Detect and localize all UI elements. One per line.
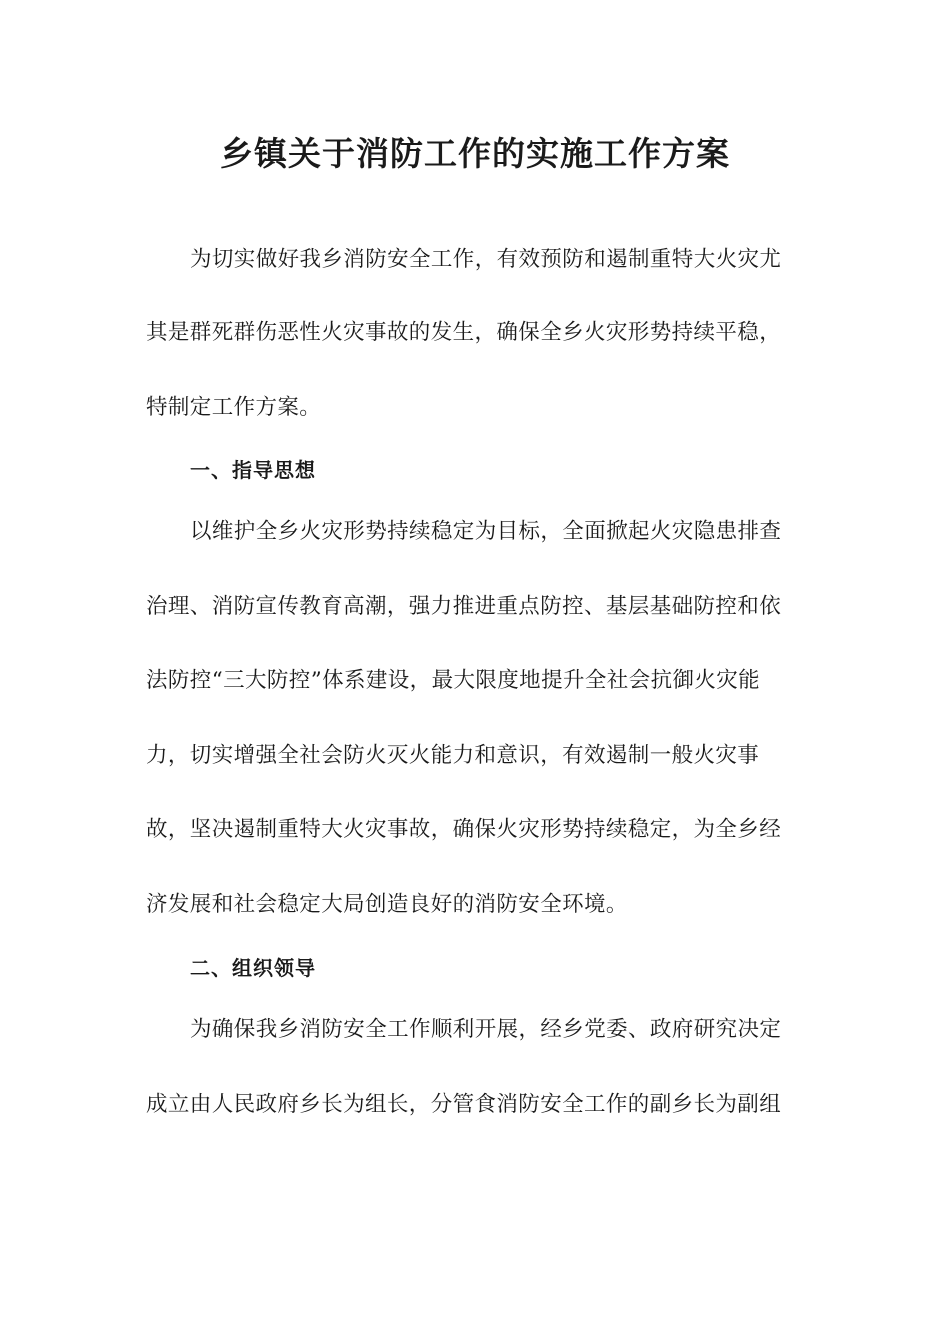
section2-line-1: 为确保我乡消防安全工作顺利开展，经乡党委、政府研究决定: [190, 1017, 782, 1042]
section1-line-1: 以维护全乡火灾形势持续稳定为目标，全面掀起火灾隐患排查: [190, 519, 782, 544]
section1-line-4: 力，切实增强全社会防火灭火能力和意识，有效遏制一般火灾事: [146, 743, 760, 768]
intro-line-3: 特制定工作方案。: [146, 395, 322, 420]
section1-line-6: 济发展和社会稳定大局创造良好的消防安全环境。: [146, 892, 628, 917]
section1-line-2: 治理、消防宣传教育高潮，强力推进重点防控、基层基础防控和依: [146, 594, 782, 619]
section-heading-guiding-thought: 一、指导思想: [190, 458, 316, 482]
section1-line-3: 法防控“三大防控”体系建设，最大限度地提升全社会抗御火灾能: [146, 668, 761, 693]
section-heading-organization: 二、组织领导: [190, 956, 316, 980]
intro-line-1: 为切实做好我乡消防安全工作，有效预防和遏制重特大火灾尤: [190, 247, 782, 272]
intro-line-2: 其是群死群伤恶性火灾事故的发生，确保全乡火灾形势持续平稳，: [146, 320, 782, 345]
document-title: 乡镇关于消防工作的实施工作方案: [220, 134, 730, 173]
section1-line-5: 故，坚决遏制重特大火灾事故，确保火灾形势持续稳定，为全乡经: [146, 817, 782, 842]
section2-line-2: 成立由人民政府乡长为组长，分管食消防安全工作的副乡长为副组: [146, 1092, 782, 1117]
